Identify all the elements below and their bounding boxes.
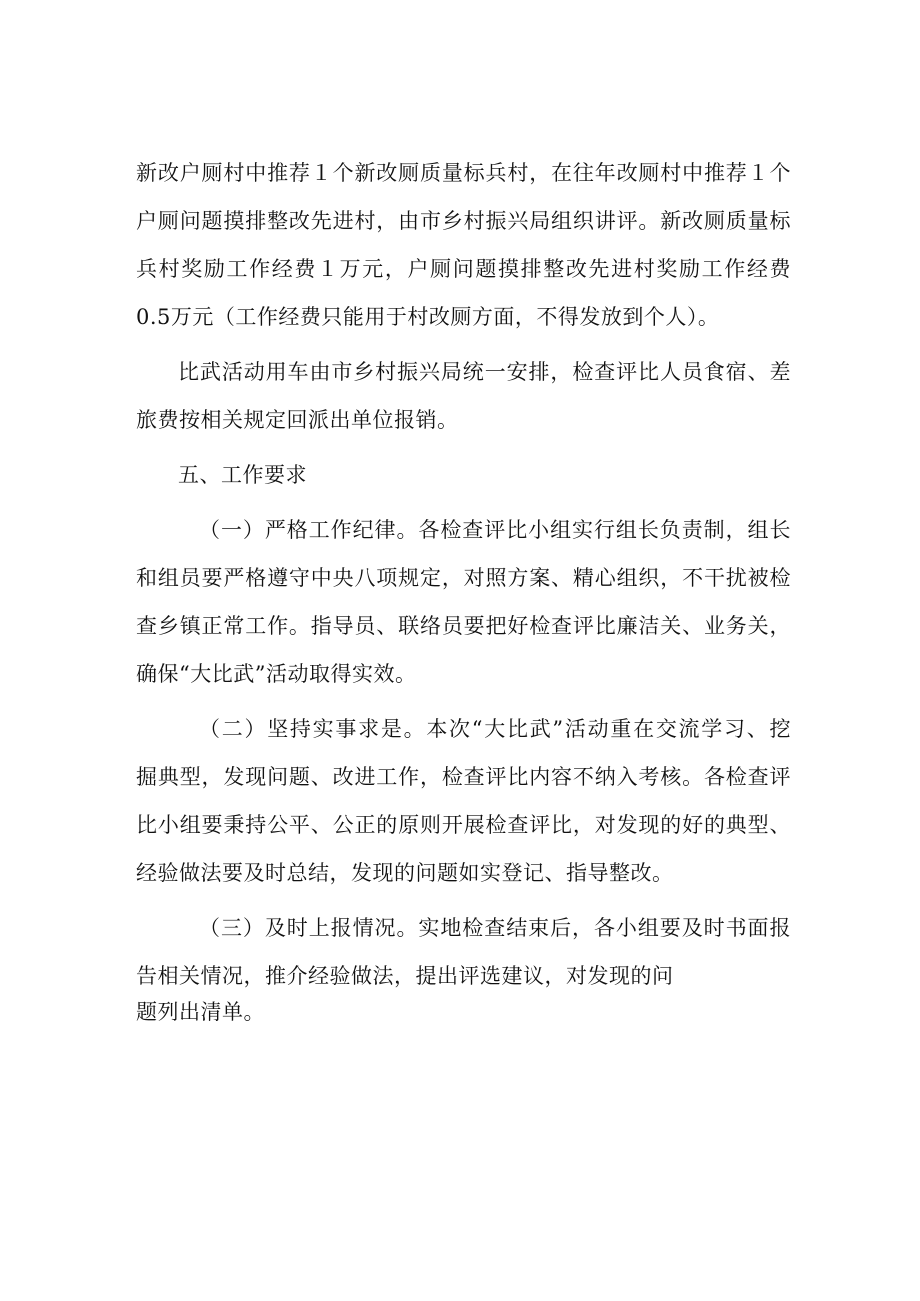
text-line: 经验做法要及时总结，发现的问题如实登记、指导整改。 xyxy=(136,861,674,885)
paragraph-gap xyxy=(136,444,791,451)
paragraph-discipline xyxy=(136,506,791,698)
text-line: （三）及时上报情况。实地检查结束后，各小组要及时书面报 xyxy=(199,916,791,940)
paragraph-gap xyxy=(136,499,791,506)
text-line: （一）严格工作纪律。各检查评比小组实行组长负责制，组长 xyxy=(199,518,791,542)
text-line: （二）坚持实事求是。本次“大比武”活动重在交流学习、挖 xyxy=(199,717,791,741)
text-line: 和组员要严格遵守中央八项规定，对照方案、精心组织，不干扰被检 xyxy=(136,566,791,590)
text-line: 0.5万元（工作经费只能用于村改厕方面，不得发放到个人）。 xyxy=(136,305,720,329)
paragraph-realism xyxy=(136,705,791,897)
document-body xyxy=(136,149,791,1036)
text-line: 掘典型，发现问题、改进工作，检查评比内容不纳入考核。各检查评 xyxy=(136,765,791,789)
paragraph-vehicle xyxy=(136,348,791,444)
section-heading: 五、工作要求 xyxy=(178,463,307,487)
text-line: 兵村奖励工作经费１万元，户厕问题摸排整改先进村奖励工作经费 xyxy=(136,257,791,281)
paragraph-award xyxy=(136,149,791,341)
paragraph-report xyxy=(136,904,791,1036)
text-line: 比小组要秉持公平、公正的原则开展检查评比，对发现的好的典型、 xyxy=(136,813,791,837)
paragraph-gap xyxy=(136,897,791,904)
text-line: 确保“大比武”活动取得实效。 xyxy=(136,662,417,686)
text-line: 题列出清单。 xyxy=(136,1000,265,1024)
text-line: 新改户厕村中推荐１个新改厕质量标兵村，在往年改厕村中推荐１个 xyxy=(136,161,791,185)
paragraph-gap xyxy=(136,698,791,705)
text-line: 告相关情况，推介经验做法，提出评选建议，对发现的问 xyxy=(136,964,674,988)
text-line: 户厕问题摸排整改先进村，由市乡村振兴局组织讲评。新改厕质量标 xyxy=(136,209,791,233)
text-line: 查乡镇正常工作。指导员、联络员要把好检查评比廉洁关、业务关， xyxy=(136,614,791,638)
paragraph-gap xyxy=(136,341,791,348)
text-line: 比武活动用车由市乡村振兴局统一安排，检查评比人员食宿、差 xyxy=(178,360,791,384)
text-line: 旅费按相关规定回派出单位报销。 xyxy=(136,408,459,432)
